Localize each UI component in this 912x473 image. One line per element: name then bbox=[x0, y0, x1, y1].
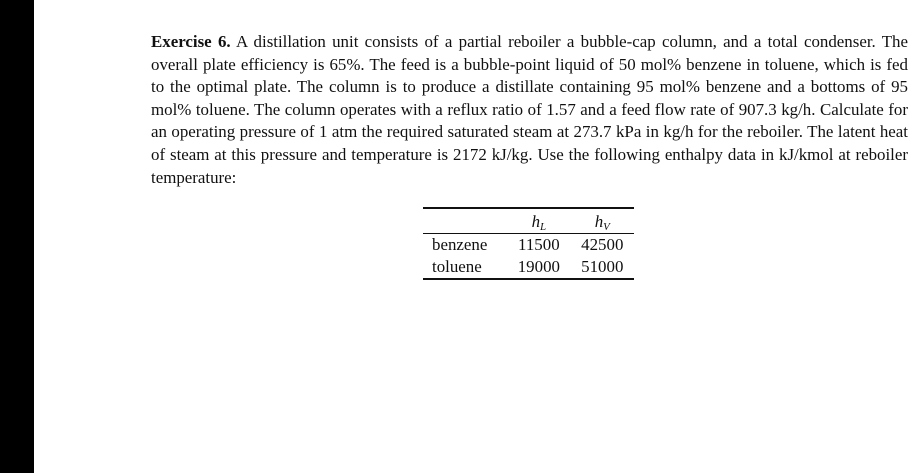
cell-hV: 51000 bbox=[581, 257, 624, 276]
cell-hV: 42500 bbox=[581, 235, 624, 254]
header-hL bbox=[507, 208, 570, 234]
table-header-row bbox=[423, 208, 634, 234]
table-row bbox=[423, 256, 634, 279]
header-hL-subscript: L bbox=[540, 221, 547, 233]
header-hL-symbol: h bbox=[531, 212, 541, 231]
enthalpy-table bbox=[423, 207, 634, 280]
cell-hL: 19000 bbox=[517, 257, 560, 276]
header-empty-cell bbox=[423, 208, 507, 234]
exercise-text: A distillation unit consists of a partial reboiler a bubble-cap column, and a total condenser. The overall plate efficiency is 65%. The feed is a bubble-point liquid of 50 mol% benzene in toluene, which is fed to the optimal plate. The column is to produce a distillate containing 95 mol% benzene and a bottoms of 95 mol% toluene. The column operates with a reflux ratio of 1.57 and a feed flow rate of 907.3 kg/h. Calculate for an operating pressure of 1 atm the required saturated steam at 273.7 kPa in kg/h for the reboiler. The latent heat of steam at this pressure and temperature is 2172 kJ/kg. Use the following enthalpy data in kJ/kmol at reboiler temperature: bbox=[151, 32, 908, 187]
row-label: benzene bbox=[432, 235, 488, 254]
row-label: toluene bbox=[432, 257, 482, 276]
cell-hL: 11500 bbox=[518, 235, 560, 254]
header-hV-subscript: V bbox=[603, 221, 610, 233]
left-black-margin bbox=[0, 0, 34, 473]
header-hV bbox=[571, 208, 634, 234]
table-row bbox=[423, 234, 634, 257]
header-hV-symbol: h bbox=[594, 212, 604, 231]
exercise-label: Exercise 6. bbox=[151, 32, 231, 51]
exercise-paragraph bbox=[151, 31, 908, 189]
